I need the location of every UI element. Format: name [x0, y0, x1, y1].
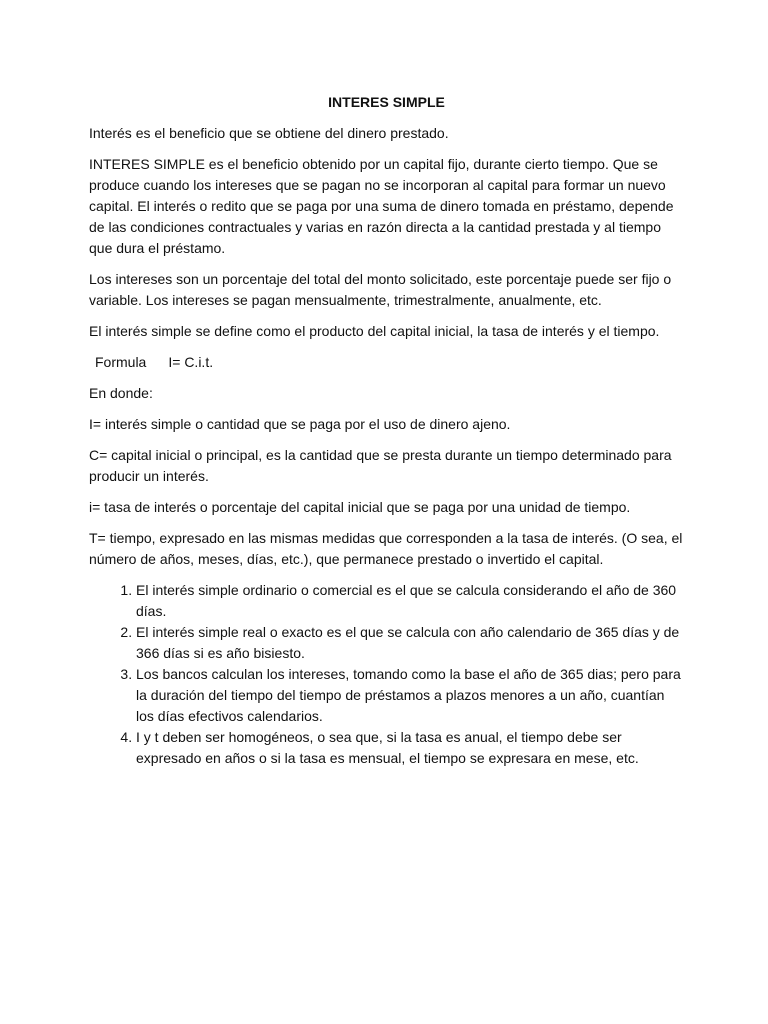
notes-list [89, 580, 684, 769]
list-item: 2. El interés simple real o exacto es el que se calcula con año calendario de 365 días y de 366 días si es año bisiesto. [136, 622, 684, 664]
list-item: 3. Los bancos calculan los intereses, tomando como la base el año de 365 dias; pero para la duración del tiempo del tiempo de préstamos a plazos menores a un año, cuantían los días efectivos calendarios. [136, 664, 684, 727]
document-title: INTERES SIMPLE [328, 94, 445, 110]
formula-label: Formula [95, 354, 147, 370]
paragraph-interes-simple: INTERES SIMPLE es el beneficio obtenido por un capital fijo, durante cierto tiempo. Que se produce cuando los intereses que se pagan no se incorporan al capital para formar un nuevo capital. El interés o redito que se paga por una suma de dinero tomada en préstamo, depende de las condiciones contractuales y varias en razón directa a la cantidad prestada y al tiempo que dura el préstamo. [89, 156, 674, 256]
definition-C: C= capital inicial o principal, es la cantidad que se presta durante un tiempo determinado para producir un interés. [89, 447, 672, 484]
list-item: 4. I y t deben ser homogéneos, o sea que, si la tasa es anual, el tiempo debe ser expresado en años o si la tasa es mensual, el tiempo se expresara en mese, etc. [136, 727, 684, 769]
paragraph-producto: El interés simple se define como el producto del capital inicial, la tasa de interés y el tiempo. [89, 323, 660, 339]
formula-line [89, 352, 684, 373]
definition-T: T= tiempo, expresado en las mismas medidas que corresponden a la tasa de interés. (O sea, el número de años, meses, días, etc.), que permanece prestado o invertido el capital. [89, 530, 683, 567]
definition-I: I= interés simple o cantidad que se paga por el uso de dinero ajeno. [89, 416, 511, 432]
definition-i: i= tasa de interés o porcentaje del capital inicial que se paga por una unidad de tiempo. [89, 499, 631, 515]
formula-expression: I= C.i.t. [168, 354, 214, 370]
en-donde-label: En donde: [89, 385, 153, 401]
paragraph-porcentaje: Los intereses son un porcentaje del total del monto solicitado, este porcentaje puede ser fijo o variable. Los intereses se pagan mensualmente, trimestralmente, anualmente, etc. [89, 271, 672, 308]
paragraph-definition: Interés es el beneficio que se obtiene del dinero prestado. [89, 125, 449, 141]
list-item: 1. El interés simple ordinario o comercial es el que se calcula considerando el año de 360 días. [136, 580, 684, 622]
